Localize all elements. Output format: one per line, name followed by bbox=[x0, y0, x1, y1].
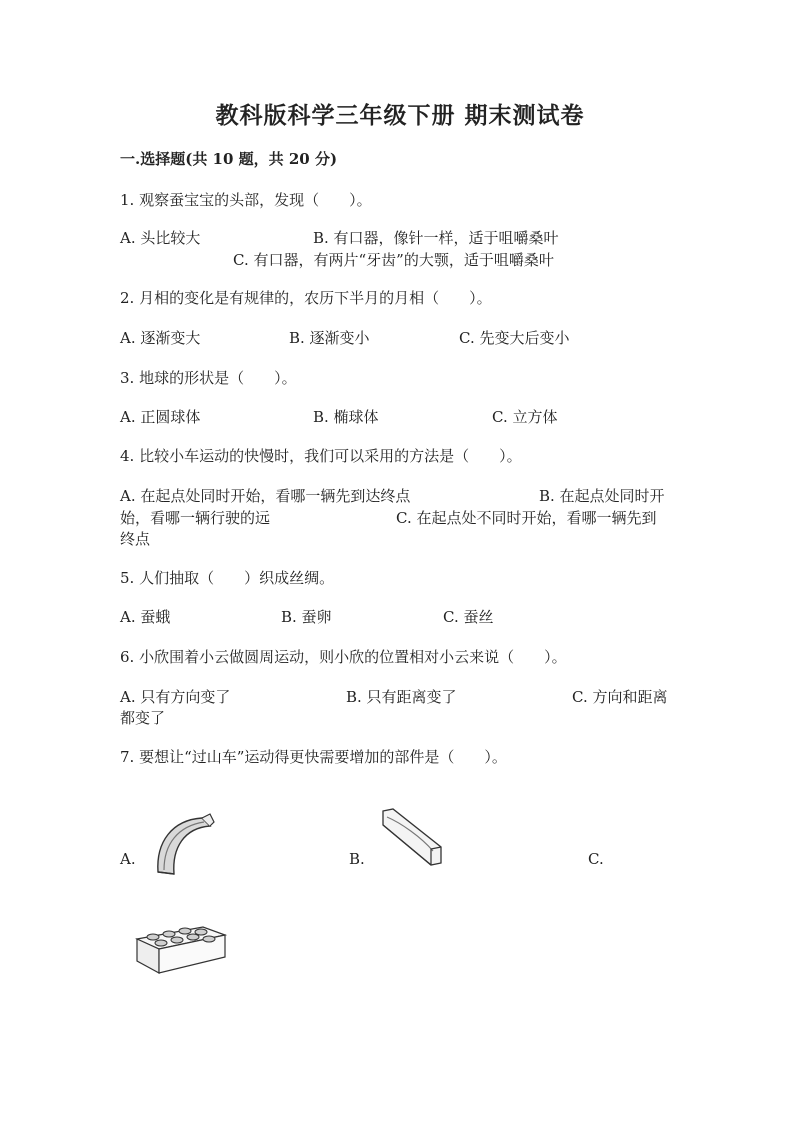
question-6-option-c[interactable]: C. 方向和距离 bbox=[572, 688, 668, 706]
question-3-option-b[interactable]: B. 椭球体 bbox=[313, 408, 379, 426]
question-6-option-b[interactable]: B. 只有距离变了 bbox=[346, 688, 457, 706]
question-7-option-b[interactable]: B. bbox=[349, 850, 365, 868]
brick-block-piece-image bbox=[133, 915, 229, 979]
question-2-option-b[interactable]: B. 逐渐变小 bbox=[289, 329, 370, 347]
question-1-stem: 1. 观察蚕宝宝的头部，发现（ ）。 bbox=[120, 191, 372, 209]
question-2-option-a[interactable]: A. 逐渐变大 bbox=[120, 329, 201, 347]
question-7-option-a[interactable]: A. bbox=[120, 850, 136, 868]
question-6-option-c-continued: 都变了 bbox=[120, 709, 166, 727]
question-3-option-c[interactable]: C. 立方体 bbox=[492, 408, 558, 426]
question-1-option-b[interactable]: B. 有口器，像针一样，适于咀嚼桑叶 bbox=[313, 229, 559, 247]
question-5-option-b[interactable]: B. 蚕卵 bbox=[281, 608, 332, 626]
question-2-stem: 2. 月相的变化是有规律的，农历下半月的月相（ ）。 bbox=[120, 289, 492, 307]
question-4-option-b[interactable]: B. 在起点处同时开 bbox=[539, 487, 665, 505]
question-6-option-a[interactable]: A. 只有方向变了 bbox=[120, 688, 231, 706]
question-1-option-a[interactable]: A. 头比较大 bbox=[120, 229, 201, 247]
question-2-option-c[interactable]: C. 先变大后变小 bbox=[459, 329, 570, 347]
question-5-option-a[interactable]: A. 蚕蛾 bbox=[120, 608, 171, 626]
question-3-option-a[interactable]: A. 正圆球体 bbox=[120, 408, 201, 426]
question-4-option-c-continued: 终点 bbox=[120, 530, 151, 548]
question-4-option-c[interactable]: C. 在起点处不同时开始，看哪一辆先到 bbox=[396, 509, 657, 527]
page-title: 教科版科学三年级下册 期末测试卷 bbox=[215, 102, 585, 129]
question-4-option-a[interactable]: A. 在起点处同时开始，看哪一辆先到达终点 bbox=[120, 487, 411, 505]
question-6-stem: 6. 小欣围着小云做圆周运动，则小欣的位置相对小云来说（ ）。 bbox=[120, 648, 567, 666]
question-1-option-c[interactable]: C. 有口器，有两片“牙齿”的大颚，适于咀嚼桑叶 bbox=[233, 251, 554, 269]
slope-ramp-piece-image bbox=[377, 807, 451, 867]
question-7-stem: 7. 要想让“过山车”运动得更快需要增加的部件是（ ）。 bbox=[120, 748, 507, 766]
question-3-stem: 3. 地球的形状是（ ）。 bbox=[120, 369, 297, 387]
question-5-option-c[interactable]: C. 蚕丝 bbox=[443, 608, 494, 626]
question-5-stem: 5. 人们抽取（ ）织成丝绸。 bbox=[120, 569, 335, 587]
question-4-option-b-continued: 始，看哪一辆行驶的远 bbox=[120, 509, 271, 527]
question-7-option-c[interactable]: C. bbox=[588, 850, 604, 868]
section-heading: 一.选择题(共 10 题，共 20 分) bbox=[120, 150, 338, 168]
question-4-stem: 4. 比较小车运动的快慢时，我们可以采用的方法是（ ）。 bbox=[120, 447, 522, 465]
curved-track-piece-image bbox=[150, 812, 216, 876]
